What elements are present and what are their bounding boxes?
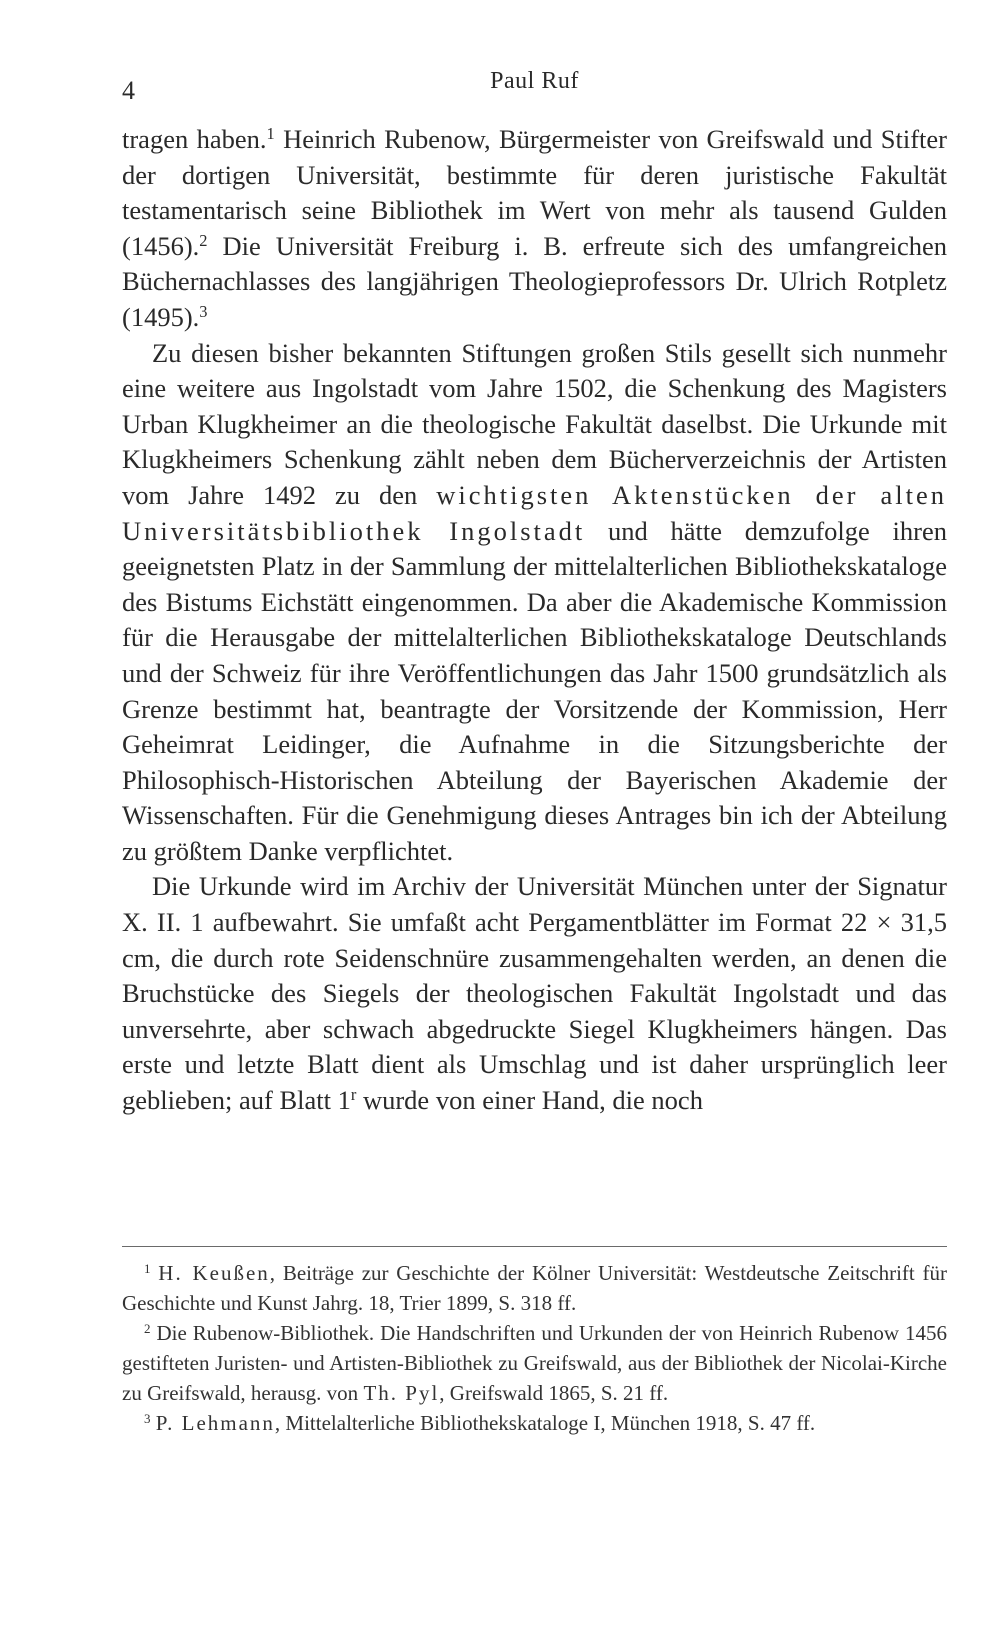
footnote-2-text-b: , Greifswald 1865, S. 21 ff. (439, 1381, 669, 1405)
footnote-2-mark: 2 (144, 1320, 151, 1336)
footnote-1 (122, 1258, 947, 1318)
footnote-ref-3: 3 (199, 301, 208, 321)
paragraph-3-text-a: Die Urkunde wird im Archiv der Universität München unter der Signatur X. II. 1 aufbewahrt. Sie umfaßt acht Pergamentblätter im Format 22 × 31,5 cm, die durch rote Seidenschnüre zusammengehalten werden, an denen die Bruchstücke des Siegels der theologischen Fakultät Ingolstadt und das unversehrte, aber schwach abgedruckte Siegel Klugkheimers hängen. Das erste und letzte Blatt dient als Umschlag und ist daher ursprünglich leer geblieben; auf Blatt 1 (122, 871, 947, 1116)
footnote-divider (122, 1246, 947, 1247)
folio-recto-mark: r (350, 1085, 357, 1104)
footnote-2-text-a: Die Rubenow-Bibliothek. Die Handschriften und Urkunden der von Heinrich Rubenow 1456 gestifteten Juristen- und Artisten-Bibliothek zu Greifswald, aus der Bibliothek der Nicolai-Kirche zu Greifswald, herausg. von (122, 1321, 947, 1405)
footnote-3-text: , Mittelalterliche Bibliothekskataloge I, München 1918, S. 47 ff. (274, 1411, 816, 1435)
footnote-2-author: Th. Pyl (363, 1381, 440, 1405)
footnote-ref-1: 1 (266, 123, 275, 143)
page-header (122, 66, 947, 105)
paragraph-2 (122, 336, 947, 870)
paragraph-3 (122, 869, 947, 1118)
paragraph-1-text-b: Heinrich Rubenow, Bürgermeister von Greifswald und Stifter der dortigen Universität, bestimmte für deren juristische Fakultät testamentarisch seine Bibliothek im Wert von mehr als tausend Gulden (1456). (122, 124, 947, 261)
footnote-3-mark: 3 (144, 1410, 151, 1426)
paragraph-2-emphasis: wichtigsten Aktenstücken der alten Universitätsbibliothek Ingolstadt (122, 479, 947, 546)
paragraph-3-text-b: wurde von einer Hand, die noch (356, 1085, 703, 1116)
page-number: 4 (122, 76, 135, 105)
paragraph-1-text-a: tragen haben. (122, 124, 267, 154)
footnote-ref-2: 2 (199, 230, 208, 250)
footnote-2 (122, 1318, 947, 1408)
paragraph-2-text-a: Zu diesen bisher bekannten Stiftungen großen Stils gesellt sich nunmehr eine weitere aus Ingolstadt vom Jahre 1502, die Schenkung des Magisters Urban Klugkheimer an die theologische Fakultät daselbst. Die Urkunde mit Klugkheimers Schenkung zählt neben dem Bücherverzeichnis der Artisten vom Jahre 1492 zu den (122, 337, 947, 510)
paragraph-1 (122, 122, 947, 336)
footnote-1-text: , Beiträge zur Geschichte der Kölner Universität: Westdeutsche Zeitschrift für Geschichte und Kunst Jahrg. 18, Trier 1899, S. 318 ff. (122, 1261, 947, 1315)
footnotes (122, 1258, 947, 1438)
paragraph-1-text-c: Die Universität Freiburg i. B. erfreute sich des umfangreichen Büchernachlasses des langjährigen Theologieprofessors Dr. Ulrich Rotpletz (1495). (122, 230, 947, 332)
main-text (122, 122, 947, 1119)
paragraph-2-text-b: und hätte demzufolge ihren geeignetsten Platz in der Sammlung der mittelalterlichen Bibliothekskataloge des Bistums Eichstätt eingenommen. Da aber die Akademische Kommission für die Herausgabe der mittelalterlichen Bibliothekskataloge Deutschlands und der Schweiz für ihre Veröffentlichungen das Jahr 1500 grundsätzlich als Grenze bestimmt hat, beantragte der Vorsitzende der Kommission, Herr Geheimrat Leidinger, die Aufnahme in die Sitzungsberichte der Philosophisch-Historischen Abteilung der Bayerischen Akademie der Wissenschaften. Für die Genehmigung dieses Antrages bin ich der Abteilung zu größtem Danke verpflichtet. (122, 515, 947, 866)
running-head: Paul Ruf (490, 68, 579, 94)
footnote-3 (122, 1408, 947, 1438)
footnote-3-author: P. Lehmann (155, 1411, 275, 1435)
footnote-1-mark: 1 (144, 1260, 151, 1276)
footnote-1-author: H. Keußen (158, 1261, 270, 1285)
